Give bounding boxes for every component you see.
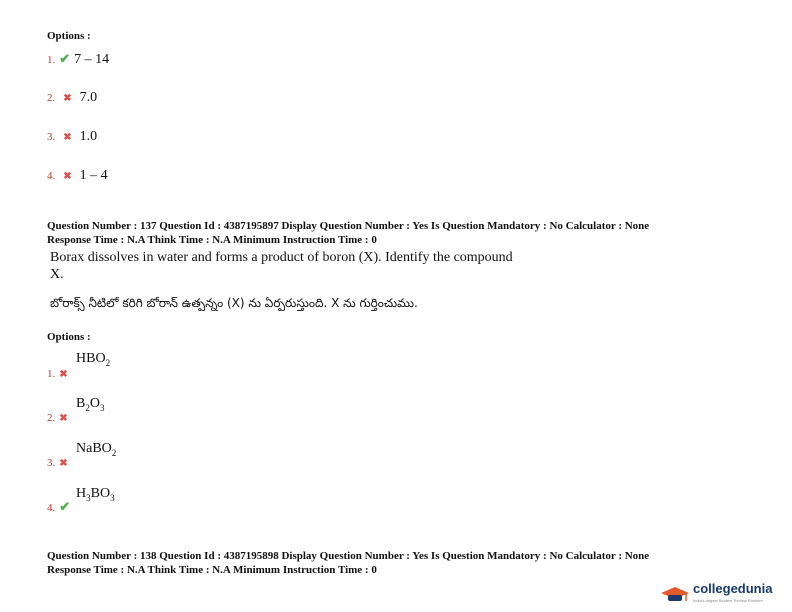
- formula-text: B: [76, 396, 86, 411]
- option-number: 3.: [47, 131, 56, 143]
- formula-text: NaBO: [76, 441, 112, 456]
- option-3: [47, 127, 97, 145]
- question-meta-line2: Response Time : N.A Think Time : N.A Minimum Instruction Time : 0: [47, 564, 377, 576]
- formula-text: O: [89, 396, 100, 411]
- option-2-marker: [47, 408, 68, 426]
- option-number: 4.: [47, 502, 56, 514]
- option-4: [47, 166, 108, 184]
- formula-subscript: 2: [111, 447, 117, 458]
- option-number: 2.: [47, 412, 56, 424]
- question-text-line1: Borax dissolves in water and forms a product of boron (X). Identify the compound: [50, 250, 513, 265]
- question-header: [47, 549, 649, 577]
- option-value: 1 – 4: [79, 168, 108, 183]
- cross-icon: ✖: [59, 458, 68, 469]
- logo-tagline: India's largest Student Review Platform: [693, 598, 763, 603]
- question-text-line2: X.: [50, 267, 64, 282]
- formula-text: BO: [90, 486, 111, 501]
- question-header: [47, 219, 649, 247]
- question-text-english: [50, 249, 513, 283]
- formula-subscript: 3: [99, 402, 105, 413]
- check-icon: ✔: [59, 51, 71, 66]
- question-meta-line1: Question Number : 137 Question Id : 4387195897 Display Question Number : Yes Is Question Mandatory : No Calculator : None: [47, 220, 650, 232]
- options-label: Options :: [47, 331, 91, 343]
- option-value: 1.0: [79, 129, 98, 144]
- formula-text: H: [76, 486, 87, 501]
- question-meta-line1: Question Number : 138 Question Id : 4387195898 Display Question Number : Yes Is Question Mandatory : No Calculator : None: [47, 550, 650, 562]
- option-number: 3.: [47, 457, 56, 469]
- cross-icon: ✖: [63, 132, 72, 143]
- option-2: [47, 88, 97, 106]
- formula-subscript: 2: [105, 357, 111, 368]
- option-number: 2.: [47, 92, 56, 104]
- cross-icon: ✖: [63, 171, 72, 182]
- formula-text: HBO: [76, 351, 106, 366]
- option-3-formula: [76, 441, 116, 458]
- question-text-telugu: బోరాక్స్ నీటిలో కరిగి బోరాన్ ఉత్పన్నం (X) ను ఏర్పరుస్తుంది. X ను గుర్తించుము.: [50, 296, 418, 310]
- collegedunia-logo: [660, 583, 772, 607]
- option-3-marker: [47, 453, 68, 471]
- formula-subscript: 3: [86, 492, 91, 503]
- option-1-marker: [47, 364, 68, 382]
- option-number: 1.: [47, 368, 56, 380]
- question-meta-line2: Response Time : N.A Think Time : N.A Minimum Instruction Time : 0: [47, 234, 377, 246]
- cross-icon: ✖: [59, 413, 68, 424]
- option-2-formula: [76, 396, 104, 413]
- graduation-cap-icon: [660, 586, 690, 604]
- formula-subscript: 2: [85, 402, 90, 413]
- option-4-marker: [47, 498, 70, 516]
- options-label: Options :: [47, 30, 91, 42]
- option-1: [47, 50, 109, 68]
- option-number: 4.: [47, 170, 56, 182]
- option-1-formula: [76, 351, 110, 368]
- logo-text: collegedunia: [693, 581, 773, 596]
- option-number: 1.: [47, 54, 56, 66]
- cross-icon: ✖: [59, 369, 68, 380]
- check-icon: ✔: [59, 499, 71, 514]
- option-value: 7 – 14: [74, 52, 110, 67]
- cross-icon: ✖: [63, 93, 72, 104]
- option-value: 7.0: [79, 90, 98, 105]
- option-4-formula: [76, 486, 115, 503]
- formula-subscript: 3: [110, 492, 115, 503]
